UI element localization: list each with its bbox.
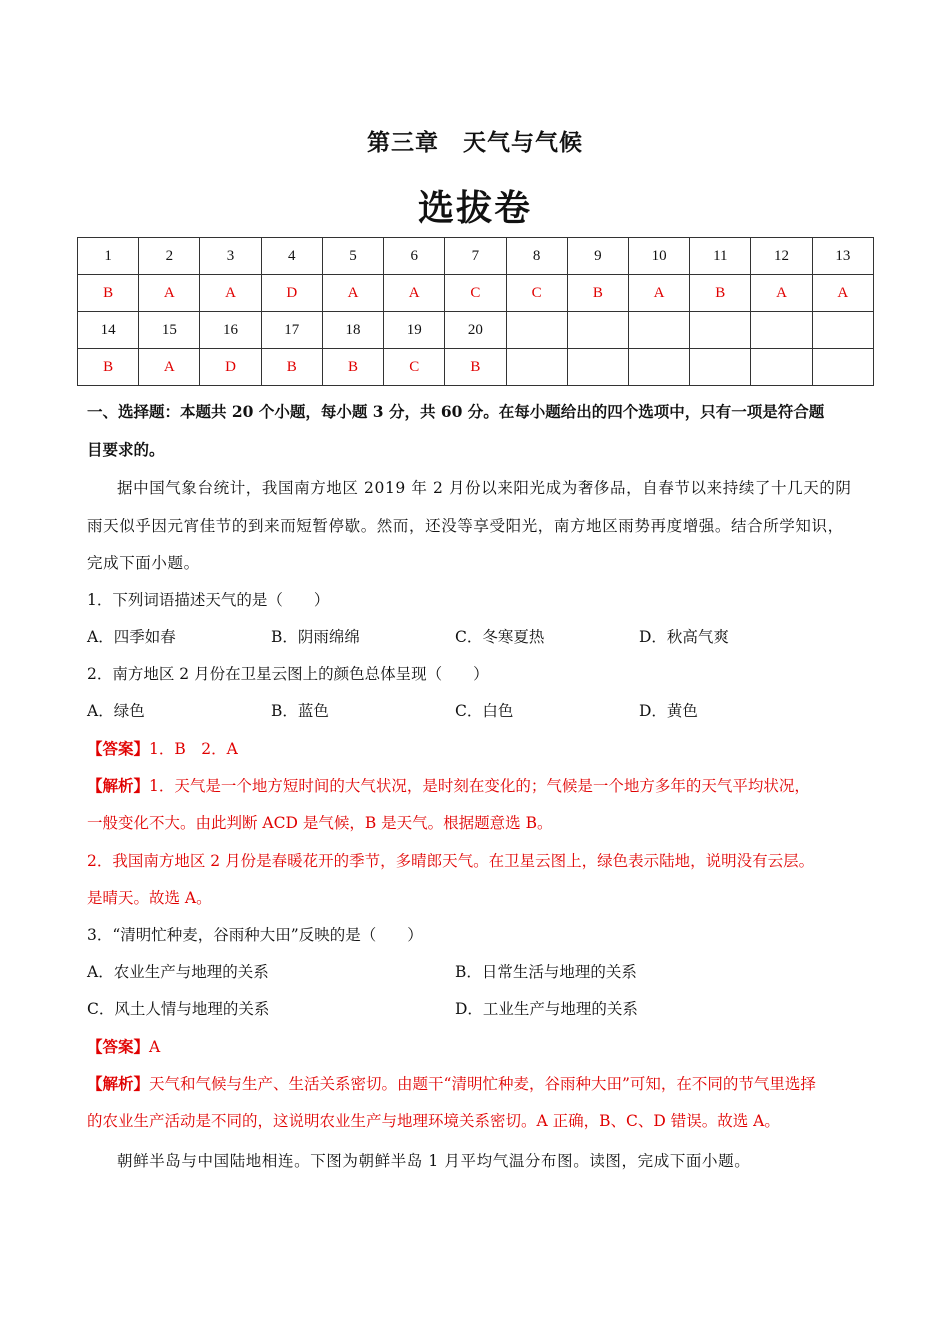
explanation-1-2-line4: 是晴天。故选 A。 [87,889,212,907]
question-2-option-c: C．白色 [455,702,514,720]
question-number-cell: 3 [200,238,261,275]
question-3-option-c: C．风土人情与地理的关系 [87,1000,270,1018]
answer-cell: B [445,349,506,386]
answer-cell: B [567,275,628,312]
question-number-cell: 13 [812,238,873,275]
answer-cell [506,349,567,386]
paper-title: 选拔卷 [417,188,532,229]
answer-cell: A [812,275,873,312]
answer-cell: D [261,275,322,312]
explanation-label: 【解析】 [87,776,150,795]
question-3-option-b: B．日常生活与地理的关系 [455,963,637,981]
answer-cell [690,349,751,386]
question-2-stem: 2．南方地区 2 月份在卫星云图上的颜色总体呈现（ ） [87,665,489,683]
question-number-cell [690,312,751,349]
answer-cell: B [78,275,139,312]
answer-label: 【答案】 [87,1037,150,1056]
question-number-cell [812,312,873,349]
question-3-stem: 3．“清明忙种麦，谷雨种大田”反映的是（ ） [87,926,423,944]
question-3-option-d: D．工业生产与地理的关系 [455,1000,638,1018]
question-number-cell: 16 [200,312,261,349]
question-3-option-a: A．农业生产与地理的关系 [87,963,269,981]
question-number-cell [751,312,812,349]
answer-cell: A [628,275,689,312]
question-number-row [78,238,874,275]
answer-cell: C [506,275,567,312]
answer-row [78,349,874,386]
question-1-option-a: A．四季如春 [87,628,176,646]
question-number-cell: 7 [445,238,506,275]
answer-cell: B [322,349,383,386]
passage1-line2: 雨天似乎因元宵佳节的到来而短暂停歇。然而，还没等享受阳光，南方地区雨势再度增强。结合所学知识， [87,517,844,535]
answer-row [78,275,874,312]
question-number-cell: 2 [139,238,200,275]
question-number-cell: 17 [261,312,322,349]
question-2-option-d: D．黄色 [639,702,698,720]
answer-cell: C [384,349,445,386]
question-number-cell: 9 [567,238,628,275]
answer-cell [628,349,689,386]
answer-cell: D [200,349,261,386]
answer-cell: A [751,275,812,312]
answer-cell: A [139,275,200,312]
question-number-cell [567,312,628,349]
answer-table [77,237,874,386]
answer-cell [751,349,812,386]
answer-cell: A [200,275,261,312]
question-number-cell: 18 [322,312,383,349]
question-2-option-a: A．绿色 [87,702,145,720]
question-number-cell: 14 [78,312,139,349]
answer-cell: B [261,349,322,386]
answer-cell: A [139,349,200,386]
explanation-1-2-line2: 一般变化不大。由此判断 ACD 是气候，B 是天气。根据题意选 B。 [87,814,553,832]
explanation-label: 【解析】 [87,1074,150,1093]
answer-1-2 [87,737,238,759]
answer-cell: B [690,275,751,312]
question-number-cell: 4 [261,238,322,275]
question-number-cell [506,312,567,349]
section-heading-line1: 一、选择题：本题共 20 个小题，每小题 3 分，共 60 分。在每小题给出的四个选项中，只有一项是符合题 [87,402,825,421]
explanation-3-line2: 的农业生产活动是不同的，这说明农业生产与地理环境关系密切。A 正确，B、C、D 错误。故选 A。 [87,1112,780,1130]
question-number-cell: 6 [384,238,445,275]
chapter-title: 第三章 天气与气候 [367,130,583,156]
explanation-1-2-line3: 2．我国南方地区 2 月份是春暖花开的季节，多晴郎天气。在卫星云图上，绿色表示陆地，说明没有云层。 [87,852,815,870]
question-number-cell: 20 [445,312,506,349]
question-number-cell: 5 [322,238,383,275]
question-number-cell: 12 [751,238,812,275]
question-1-option-d: D．秋高气爽 [639,628,729,646]
passage2-line1: 朝鲜半岛与中国陆地相连。下图为朝鲜半岛 1 月平均气温分布图。读图，完成下面小题。 [117,1152,751,1170]
answer-cell: C [445,275,506,312]
answer-cell [812,349,873,386]
explanation-text: 1．天气是一个地方短时间的大气状况，是时刻在变化的；气候是一个地方多年的天气平均状况， [149,777,810,795]
answer-cell: B [78,349,139,386]
answer-3 [87,1035,160,1057]
answer-cell: A [384,275,445,312]
question-number-cell: 1 [78,238,139,275]
answer-text: A [149,1038,161,1056]
explanation-1-2-line1 [87,774,810,796]
question-number-cell [628,312,689,349]
answer-cell [567,349,628,386]
question-number-cell: 8 [506,238,567,275]
question-number-cell: 11 [690,238,751,275]
passage1-line3: 完成下面小题。 [87,554,200,572]
explanation-3-line1 [87,1072,816,1094]
answer-cell: A [322,275,383,312]
explanation-text: 天气和气候与生产、生活关系密切。由题干“清明忙种麦，谷雨种大田”可知，在不同的节气里选择 [149,1075,816,1093]
question-number-cell: 10 [628,238,689,275]
question-number-cell: 15 [139,312,200,349]
answer-text: 1．B 2．A [149,740,238,758]
passage1-line1: 据中国气象台统计，我国南方地区 2019 年 2 月份以来阳光成为奢侈品，自春节以来持续了十几天的阴 [117,479,852,497]
question-1-option-b: B．阴雨绵绵 [271,628,360,646]
question-1-stem: 1．下列词语描述天气的是（ ） [87,591,330,609]
answer-label: 【答案】 [87,739,150,758]
section-heading-line2: 目要求的。 [87,440,165,459]
question-1-option-c: C．冬寒夏热 [455,628,545,646]
question-2-option-b: B．蓝色 [271,702,329,720]
question-number-row [78,312,874,349]
question-number-cell: 19 [384,312,445,349]
